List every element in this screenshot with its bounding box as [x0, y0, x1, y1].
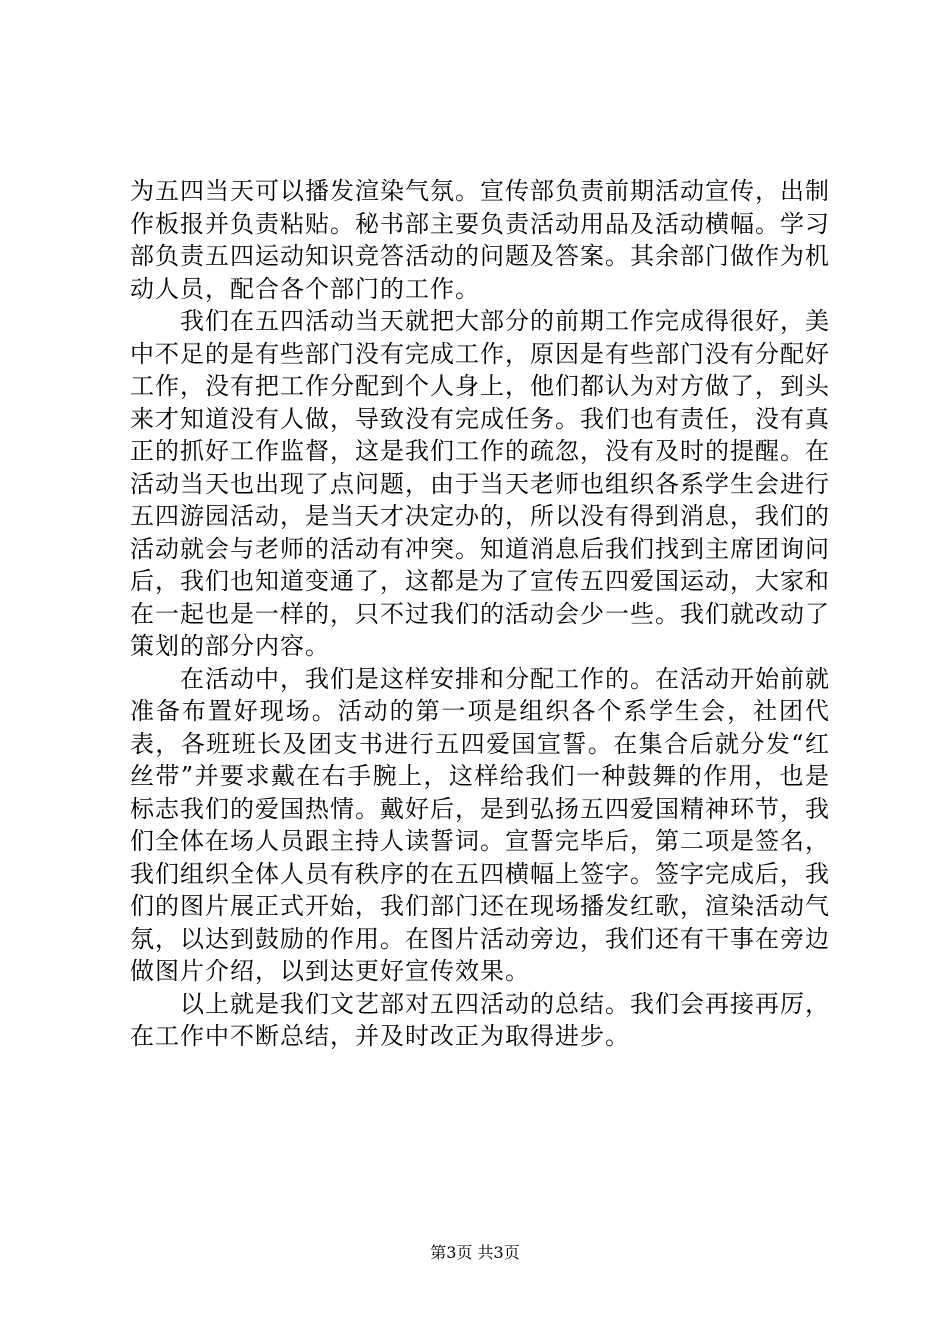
paragraph-arrangement: 在活动中，我们是这样安排和分配工作的。在活动开始前就准备布置好现场。活动的第一项是组织各个系学生会，社团代表，各班班长及团支书进行五四爱国宣誓。在集合后就分发“红丝带”并要求戴在右手腕上，这样给我们一种鼓舞的作用，也是标志我们的爱国热情。戴好后，是到弘扬五四爱国精神环节，我们全体在场人员跟主持人读誓词。宣誓完毕后，第二项是签名，我们组织全体人员有秩序的在五四横幅上签字。签字完成后，我们的图片展正式开始，我们部门还在现场播发红歌，渲染活动气氛，以达到鼓励的作用。在图片活动旁边，我们还有干事在旁边做图片介绍，以到达更好宣传效果。 — [130, 664, 830, 985]
paragraph-continuation: 为五四当天可以播发渲染气氛。宣传部负责前期活动宣传，出制作板报并负责粘贴。秘书部主要负责活动用品及活动横幅。学习部负责五四运动知识竞答活动的问题及答案。其余部门做作为机动人员，配合各个部门的工作。 — [130, 177, 830, 303]
paragraph-problems: 我们在五四活动当天就把大部分的前期工作完成得很好，美中不足的是有些部门没有完成工作，原因是有些部门没有分配好工作，没有把工作分配到个人身上，他们都认为对方做了，到头来才知道没有人做，导致没有完成任务。我们也有责任，没有真正的抓好工作监督，这是我们工作的疏忽，没有及时的提醒。在活动当天也出现了点问题，由于当天老师也组织各系学生会进行五四游园活动，是当天才决定办的，所以没有得到消息，我们的活动就会与老师的活动有冲突。知道消息后我们找到主席团询问后，我们也知道变通了，这都是为了宣传五四爱国运动，大家和在一起也是一样的，只不过我们的活动会少一些。我们就改动了策划的部分内容。 — [130, 307, 830, 660]
page-number-footer: 第3页 共3页 — [430, 1243, 520, 1262]
paragraph-conclusion: 以上就是我们文艺部对五四活动的总结。我们会再接再厉，在工作中不断总结，并及时改正为取得进步。 — [130, 989, 830, 1050]
document-body — [130, 175, 830, 1053]
